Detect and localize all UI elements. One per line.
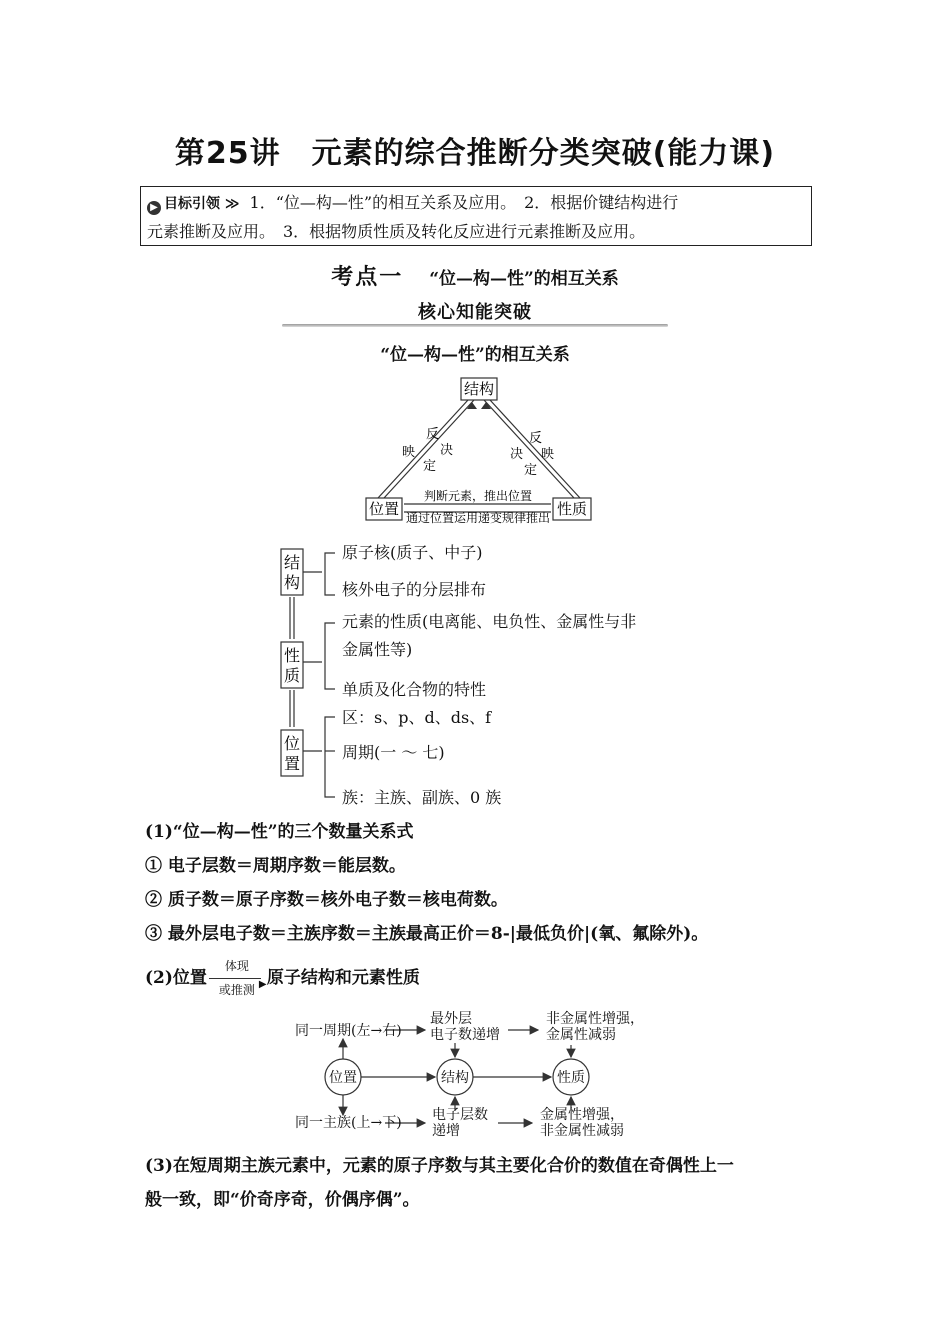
- edge-right-3: 决: [510, 447, 524, 462]
- arrow-relation: [207, 959, 267, 997]
- para1-item-3: ③ 最外层电子数＝主族序数＝主族最高正价＝8-|最低负价|(氧、氟除外)。: [145, 924, 709, 944]
- core-heading: 核心知能突破: [418, 302, 532, 323]
- edge-left-3: 决: [440, 443, 454, 458]
- para1-head: (1)“位—构—性”的三个数量关系式: [145, 822, 414, 842]
- kaodian-topic: “位—构—性”的相互关系: [429, 269, 619, 289]
- edge-right-2: 映: [541, 447, 555, 462]
- para1-item-2: ② 质子数＝原子序数＝核外电子数＝核电荷数。: [145, 890, 508, 910]
- bottom-label-bottom: 通过位置运用递变规律推出: [405, 511, 551, 525]
- flow-bot-right-1: 金属性增强，: [540, 1107, 624, 1123]
- flow-bot-left: 同一主族(上→下): [295, 1115, 402, 1131]
- para2-suffix: 原子结构和元素性质: [266, 968, 420, 988]
- tree-item: 单质及化合物的特性: [342, 680, 487, 699]
- tree-position-label-2: 置: [283, 754, 301, 773]
- tree-item: 族：主族、副族、0 族: [342, 788, 502, 807]
- play-icon: ▶: [147, 201, 161, 215]
- flow-circle-property: 性质: [557, 1070, 585, 1086]
- tree-diagram: [0, 535, 950, 815]
- tree-item: 周期(一 ～ 七): [342, 743, 445, 762]
- edge-right-1: 反: [529, 431, 543, 446]
- goal-tag: ▶ 目标引领 ≫: [147, 191, 240, 218]
- tree-structure-label-2: 构: [283, 573, 301, 592]
- edge-left-1: 反: [426, 427, 440, 442]
- flow-top-right-2: 金属性减弱: [546, 1027, 616, 1043]
- edge-right-4: 定: [524, 463, 538, 478]
- tree-property-label-1: 性: [283, 646, 301, 665]
- kaodian-label: 考点一: [331, 265, 404, 290]
- para2-prefix: (2)位置: [145, 968, 207, 988]
- double-chevron-icon: ≫: [220, 196, 240, 212]
- section-subtitle: “位—构—性”的相互关系: [380, 345, 570, 365]
- edge-left-4: 定: [423, 459, 437, 474]
- flow-bot-mid-2: 递增: [432, 1123, 460, 1139]
- arrow-bottom-label: 或推测: [218, 983, 255, 997]
- flow-top-mid-2: 电子数递增: [430, 1027, 500, 1043]
- node-structure: 结构: [463, 380, 495, 398]
- flow-diagram: [0, 1005, 950, 1145]
- goal-line-1: ▶ 目标引领 ≫ 1．“位—构—性”的相互关系及应用。 2．根据价键结构进行: [147, 189, 805, 218]
- flow-bot-mid-1: 电子层数: [432, 1107, 488, 1123]
- bottom-label-top: 判断元素，推出位置: [423, 489, 533, 503]
- tree-item: 区：s、p、d、ds、f: [342, 708, 492, 727]
- flow-bot-right-2: 非金属性减弱: [540, 1123, 624, 1139]
- tree-item: 金属性等): [342, 640, 413, 659]
- para1-item-1: ① 电子层数＝周期序数＝能层数。: [145, 856, 406, 876]
- para3-line-2: 般一致，即“价奇序奇，价偶序偶”。: [145, 1190, 420, 1210]
- arrow-right-icon: ▶: [258, 979, 267, 990]
- goal-line-2: 元素推断及应用。 3．根据物质性质及转化反应进行元素推断及应用。: [147, 222, 646, 241]
- flow-top-right-1: 非金属性增强，: [546, 1011, 644, 1027]
- goal-box: [140, 186, 812, 246]
- para3-line-1: (3)在短周期主族元素中，元素的原子序数与其主要化合价的数值在奇偶性上一: [145, 1156, 734, 1176]
- tree-item: 核外电子的分层排布: [342, 580, 487, 599]
- flow-circle-position: 位置: [329, 1070, 357, 1086]
- arrow-top-label: 体现: [224, 959, 249, 973]
- tree-property-label-2: 质: [283, 666, 301, 685]
- divider: [282, 324, 668, 327]
- flow-top-mid-1: 最外层: [430, 1011, 472, 1027]
- node-position: 位置: [368, 500, 400, 518]
- para2: [145, 959, 420, 997]
- flow-top-left: 同一周期(左→右): [295, 1023, 402, 1039]
- triangle-diagram: [0, 370, 950, 530]
- kaodian-header: [0, 260, 950, 291]
- tree-position-label-1: 位: [283, 734, 301, 753]
- flow-circle-structure: 结构: [441, 1070, 469, 1086]
- page-title: 第25讲 元素的综合推断分类突破(能力课): [174, 136, 776, 171]
- edge-left-2: 映: [402, 445, 416, 460]
- node-property: 性质: [556, 500, 588, 518]
- tree-item: 元素的性质(电离能、电负性、金属性与非: [342, 612, 637, 631]
- tree-structure-label-1: 结: [283, 553, 301, 572]
- tree-item: 原子核(质子、中子): [342, 543, 483, 562]
